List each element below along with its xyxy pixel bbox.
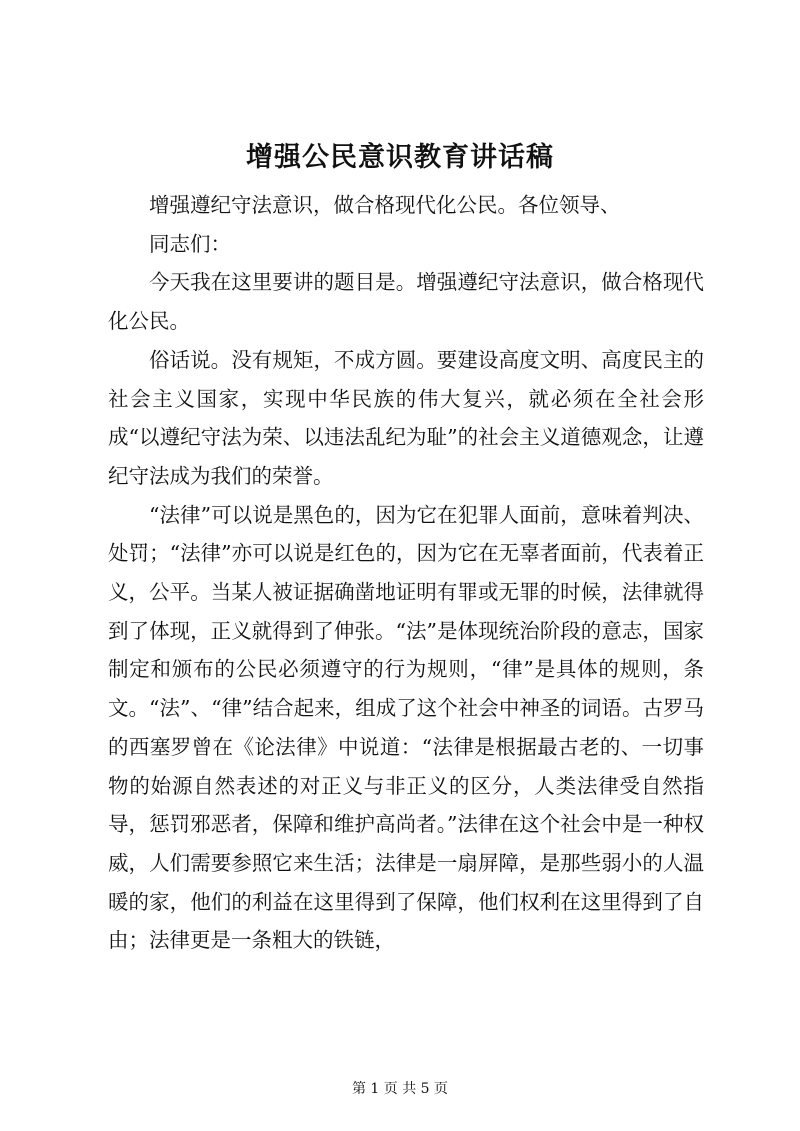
document-title: 增强公民意识教育讲话稿 xyxy=(246,142,554,173)
paragraph-proverb: 俗话说。没有规矩，不成方圆。要建设高度文明、高度民主的社会主义国家，实现中华民族的伟大复兴，就必须在全社会形成“以遵纪守法为荣、以违法乱纪为耻”的社会主义道德观念，让遵纪守法成为我们的荣誉。 xyxy=(108,347,704,488)
document-body xyxy=(108,186,704,960)
paragraph-law: “法律”可以说是黑色的，因为它在犯罪人面前，意味着判决、处罚；“法律”亦可以说是红色的，因为它在无辜者面前，代表着正义，公平。当某人被证据确凿地证明有罪或无罪的时候，法律就得到了体现，正义就得到了伸张。“法”是体现统治阶段的意志，国家制定和颁布的公民必须遵守的行为规则，“律”是具体的规则，条文。“法”、“律”结合起来，组成了这个社会中神圣的词语。古罗马的西塞罗曾在《论法律》中说道：“法律是根据最古老的、一切事物的始源自然表述的对正义与非正义的区分，人类法律受自然指导，惩罚邪恶者，保障和维护高尚者。”法律在这个社会中是一种权威，人们需要参照它来生活；法律是一扇屏障，是那些弱小的人温暖的家，他们的利益在这里得到了保障，他们权利在这里得到了自由；法律更是一条粗大的铁链， xyxy=(108,502,704,953)
paragraph-salutation: 同志们： xyxy=(149,231,231,256)
page-number-footer: 第 1 页 共 5 页 xyxy=(351,1081,449,1097)
paragraph-topic: 今天我在这里要讲的题目是。增强遵纪守法意识，做合格现代化公民。 xyxy=(108,270,704,334)
paragraph-opening: 增强遵纪守法意识，做合格现代化公民。各位领导、 xyxy=(149,193,621,217)
